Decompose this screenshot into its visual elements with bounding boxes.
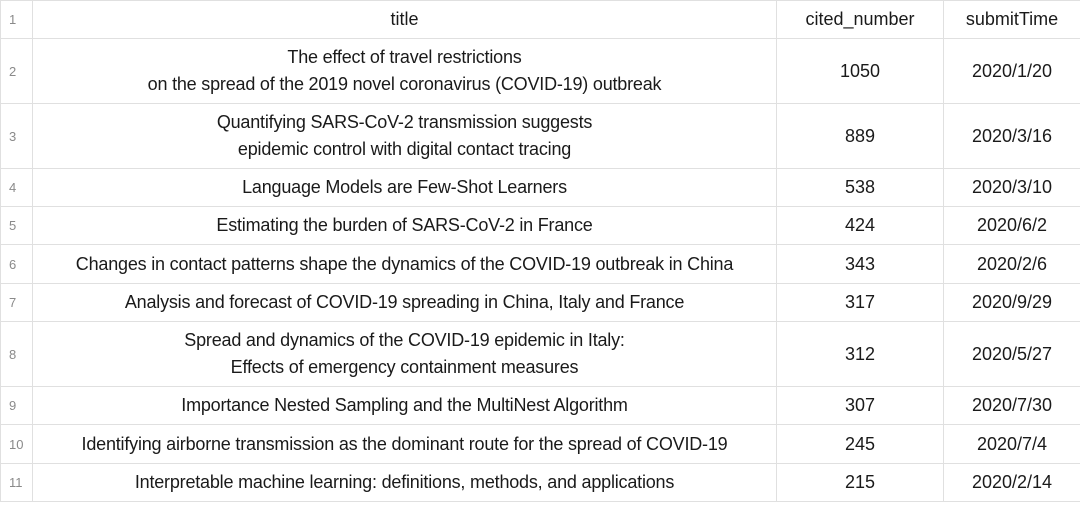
row-number[interactable]: 4: [1, 169, 33, 207]
table-row: [1, 207, 1080, 245]
title-line: Changes in contact patterns shape the dynamics of the COVID-19 outbreak in China: [75, 253, 734, 274]
title-line: Identifying airborne transmission as the dominant route for the spread of COVID-19: [81, 433, 728, 454]
table-row: [1, 104, 1080, 169]
submit-time-cell[interactable]: 2020/7/4: [944, 425, 1080, 464]
row-number[interactable]: 11: [1, 464, 33, 502]
submit-time-cell[interactable]: 2020/5/27: [944, 322, 1080, 387]
cited-number-cell[interactable]: 245: [777, 425, 944, 464]
table-row: [1, 322, 1080, 387]
submit-time-cell[interactable]: 2020/3/16: [944, 104, 1080, 169]
title-cell[interactable]: [33, 425, 777, 464]
title-line: Quantifying SARS-CoV-2 transmission suggests: [216, 112, 593, 132]
title-cell[interactable]: [33, 464, 777, 502]
row-number[interactable]: 6: [1, 245, 33, 284]
title-cell[interactable]: [33, 322, 777, 387]
row-number[interactable]: 7: [1, 284, 33, 322]
title-cell[interactable]: [33, 387, 777, 425]
submit-time-cell[interactable]: 2020/9/29: [944, 284, 1080, 322]
cited-number-cell[interactable]: 889: [777, 104, 944, 169]
cited-number-cell[interactable]: 424: [777, 207, 944, 245]
table-row: [1, 464, 1080, 502]
table-row: [1, 284, 1080, 322]
title-cell[interactable]: [33, 284, 777, 322]
row-number[interactable]: 2: [1, 39, 33, 104]
submit-time-cell[interactable]: 2020/6/2: [944, 207, 1080, 245]
cited-number-cell[interactable]: 317: [777, 284, 944, 322]
title-line: The effect of travel restrictions: [287, 47, 522, 67]
title-line: Effects of emergency containment measures: [230, 357, 579, 377]
title-cell[interactable]: [33, 169, 777, 207]
row-number[interactable]: 10: [1, 425, 33, 464]
cited-number-cell[interactable]: 343: [777, 245, 944, 284]
title-line: on the spread of the 2019 novel coronavirus (COVID-19) outbreak: [147, 74, 662, 94]
title-cell[interactable]: [33, 245, 777, 284]
title-cell[interactable]: [33, 207, 777, 245]
cited-number-cell[interactable]: 215: [777, 464, 944, 502]
title-line: Spread and dynamics of the COVID-19 epidemic in Italy:: [184, 330, 625, 350]
title-line: Language Models are Few-Shot Learners: [242, 177, 567, 197]
cited-number-cell[interactable]: 307: [777, 387, 944, 425]
title-cell[interactable]: [33, 39, 777, 104]
row-number[interactable]: 3: [1, 104, 33, 169]
submit-time-cell[interactable]: 2020/7/30: [944, 387, 1080, 425]
title-line: Interpretable machine learning: definitions, methods, and applications: [134, 472, 675, 492]
submit-time-cell[interactable]: 2020/1/20: [944, 39, 1080, 104]
column-header-title[interactable]: title: [33, 1, 777, 39]
title-line: Estimating the burden of SARS-CoV-2 in France: [216, 215, 593, 235]
table-row: [1, 245, 1080, 284]
submit-time-cell[interactable]: 2020/3/10: [944, 169, 1080, 207]
cited-number-cell[interactable]: 1050: [777, 39, 944, 104]
title-line: Importance Nested Sampling and the MultiNest Algorithm: [181, 395, 628, 415]
title-line: Analysis and forecast of COVID-19 spreading in China, Italy and France: [124, 292, 685, 312]
cited-number-cell[interactable]: 312: [777, 322, 944, 387]
column-header-submit-time[interactable]: submitTime: [944, 1, 1080, 39]
submit-time-cell[interactable]: 2020/2/6: [944, 245, 1080, 284]
title-line: epidemic control with digital contact tracing: [237, 139, 572, 159]
row-number[interactable]: 9: [1, 387, 33, 425]
row-number[interactable]: 1: [1, 1, 33, 39]
cited-number-cell[interactable]: 538: [777, 169, 944, 207]
title-cell[interactable]: [33, 104, 777, 169]
row-number[interactable]: 5: [1, 207, 33, 245]
table-body: [1, 1, 1080, 502]
header-row: [1, 1, 1080, 39]
table-row: [1, 425, 1080, 464]
table-row: [1, 39, 1080, 104]
row-number[interactable]: 8: [1, 322, 33, 387]
table-row: [1, 169, 1080, 207]
table-row: [1, 387, 1080, 425]
submit-time-cell[interactable]: 2020/2/14: [944, 464, 1080, 502]
column-header-cited-number[interactable]: cited_number: [777, 1, 944, 39]
